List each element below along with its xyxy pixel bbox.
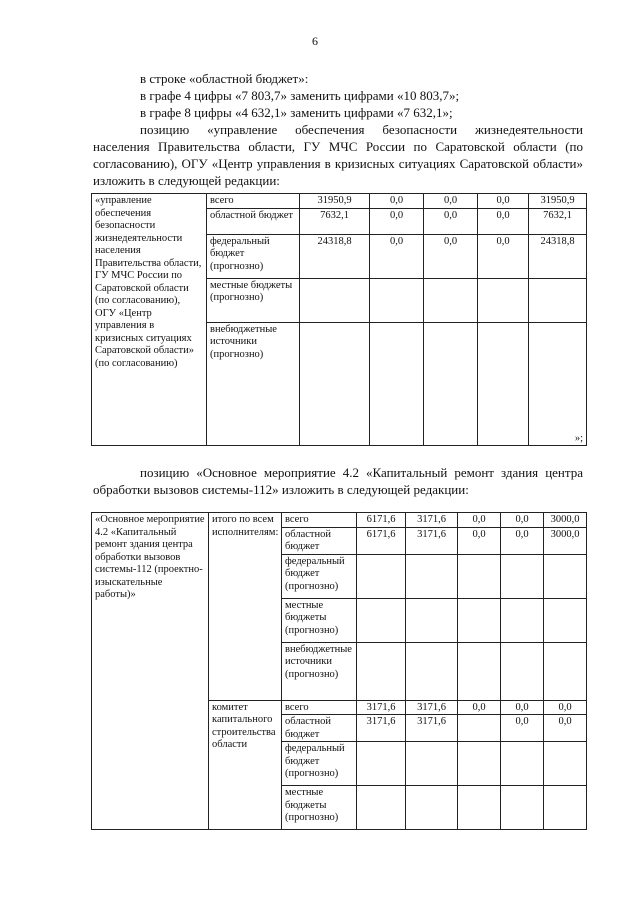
para2 bbox=[93, 464, 583, 498]
table2-cell: 6171,6 bbox=[357, 513, 406, 528]
table1-cell bbox=[370, 278, 424, 322]
table1-cell: 24318,8 bbox=[300, 234, 370, 278]
table2-row-label: внебюджетные источники (прогнозно) bbox=[282, 642, 357, 700]
table1-row-label: всего bbox=[207, 194, 300, 209]
table2-cell: 0,0 bbox=[458, 700, 501, 715]
table1-cell: 31950,9 bbox=[300, 194, 370, 209]
table2-cell bbox=[458, 742, 501, 786]
table2-cell bbox=[544, 554, 587, 598]
table1-cell bbox=[478, 322, 529, 446]
table1-cell: 24318,8 bbox=[529, 234, 587, 278]
table2-cell bbox=[544, 598, 587, 642]
table1-program-name: «управление обеспечения безопасности жизнедеятельности населения Правительства области, ГУ МЧС России по Саратовской области (по согласованию), ОГУ «Центр управления в кризисных ситуациях Саратовской области» (по согласованию) bbox=[92, 194, 207, 446]
table1-cell bbox=[529, 322, 587, 446]
table2-cell bbox=[501, 742, 544, 786]
table1-row-label: областной бюджет bbox=[207, 208, 300, 234]
table1-row-label: местные бюджеты (прогнозно) bbox=[207, 278, 300, 322]
table2-cell bbox=[406, 554, 458, 598]
table1-cell: 0,0 bbox=[478, 194, 529, 209]
table1-cell: 7632,1 bbox=[300, 208, 370, 234]
table2-row-label: всего bbox=[282, 513, 357, 528]
table2-program-name: «Основное мероприятие 4.2 «Капитальный ремонт здания центра обработки вызовов системы-112 (проектно-изыскательные работы)» bbox=[92, 513, 209, 830]
table1-cell: 0,0 bbox=[370, 208, 424, 234]
table2-cell bbox=[544, 642, 587, 700]
table2-row-label: федеральный бюджет (прогнозно) bbox=[282, 554, 357, 598]
table2-cell: 6171,6 bbox=[357, 527, 406, 554]
table1-cell: 0,0 bbox=[478, 208, 529, 234]
table2-row-label: местные бюджеты (прогнозно) bbox=[282, 786, 357, 830]
table2-cell bbox=[357, 786, 406, 830]
table2-executor: комитет капитального строительства области bbox=[209, 700, 282, 830]
intro-line-4: позицию «управление обеспечения безопасности жизнедеятельности населения Правительства области, ГУ МЧС России по Саратовской области (по согласованию), ОГУ «Центр управления в кризисных ситуациях Саратовской области» изложить в следующей редакции: bbox=[93, 122, 583, 188]
table1-cell bbox=[300, 278, 370, 322]
table2-cell bbox=[501, 642, 544, 700]
table1-cell bbox=[424, 278, 478, 322]
table1-cell: 0,0 bbox=[478, 234, 529, 278]
table2-cell bbox=[406, 786, 458, 830]
table1-cell bbox=[424, 322, 478, 446]
closing-quote: »; bbox=[574, 432, 583, 444]
table2-cell bbox=[406, 742, 458, 786]
table2-cell: 0,0 bbox=[501, 527, 544, 554]
page-number: 6 bbox=[312, 34, 318, 48]
table2-cell: 0,0 bbox=[544, 700, 587, 715]
intro-line-3: в графе 8 цифры «4 632,1» заменить цифрами «7 632,1»; bbox=[140, 105, 453, 120]
table1-cell: 0,0 bbox=[370, 234, 424, 278]
table2-cell: 3171,6 bbox=[406, 527, 458, 554]
table1-cell bbox=[529, 278, 587, 322]
table2-row-label: федеральный бюджет (прогнозно) bbox=[282, 742, 357, 786]
table1-cell bbox=[370, 322, 424, 446]
table1-row-label: федеральный бюджет (прогнозно) bbox=[207, 234, 300, 278]
table2-cell: 0,0 bbox=[501, 513, 544, 528]
table1-cell: 31950,9 bbox=[529, 194, 587, 209]
table2-cell bbox=[458, 786, 501, 830]
table2-row-label: местные бюджеты (прогнозно) bbox=[282, 598, 357, 642]
table2-cell: 0,0 bbox=[544, 715, 587, 742]
table2-cell bbox=[458, 715, 501, 742]
table2-executor: итого по всем исполнителям: bbox=[209, 513, 282, 701]
table1-cell: 0,0 bbox=[424, 234, 478, 278]
table2-cell bbox=[501, 786, 544, 830]
table2-cell bbox=[357, 742, 406, 786]
table2-cell bbox=[458, 554, 501, 598]
table2-cell: 0,0 bbox=[501, 700, 544, 715]
intro-line-1: в строке «областной бюджет»: bbox=[140, 71, 309, 86]
table1-row-label: внебюджетные источники (прогнозно) bbox=[207, 322, 300, 446]
table2-cell bbox=[458, 598, 501, 642]
table2-cell: 3171,6 bbox=[406, 700, 458, 715]
table2-cell bbox=[406, 642, 458, 700]
table2-cell bbox=[357, 554, 406, 598]
table2-cell: 3171,6 bbox=[357, 700, 406, 715]
table1-cell: 0,0 bbox=[424, 194, 478, 209]
table2-row-label: областной бюджет bbox=[282, 527, 357, 554]
table2-cell bbox=[357, 598, 406, 642]
table2-cell: 3171,6 bbox=[406, 513, 458, 528]
para2-text: позицию «Основное мероприятие 4.2 «Капитальный ремонт здания центра обработки вызовов системы-112» изложить в следующей редакции: bbox=[93, 465, 583, 497]
table2-row-label: всего bbox=[282, 700, 357, 715]
funding-table-1 bbox=[91, 193, 587, 446]
table2-cell: 3171,6 bbox=[357, 715, 406, 742]
table1-cell: 0,0 bbox=[424, 208, 478, 234]
table2-cell: 3000,0 bbox=[544, 513, 587, 528]
table2-cell: 0,0 bbox=[458, 527, 501, 554]
table2-cell: 0,0 bbox=[458, 513, 501, 528]
intro-text bbox=[93, 70, 583, 189]
table2-cell bbox=[544, 742, 587, 786]
table2-cell bbox=[357, 642, 406, 700]
table1-cell bbox=[478, 278, 529, 322]
table2-cell: 3000,0 bbox=[544, 527, 587, 554]
table1-cell bbox=[300, 322, 370, 446]
table1-cell: 7632,1 bbox=[529, 208, 587, 234]
table2-cell bbox=[501, 554, 544, 598]
funding-table-2 bbox=[91, 512, 587, 830]
table2-cell: 3171,6 bbox=[406, 715, 458, 742]
table2-cell bbox=[458, 642, 501, 700]
intro-line-2: в графе 4 цифры «7 803,7» заменить цифрами «10 803,7»; bbox=[140, 88, 460, 103]
table2-cell: 0,0 bbox=[501, 715, 544, 742]
table2-cell bbox=[406, 598, 458, 642]
table2-cell bbox=[501, 598, 544, 642]
table2-row-label: областной бюджет bbox=[282, 715, 357, 742]
table2-cell bbox=[544, 786, 587, 830]
table1-cell: 0,0 bbox=[370, 194, 424, 209]
